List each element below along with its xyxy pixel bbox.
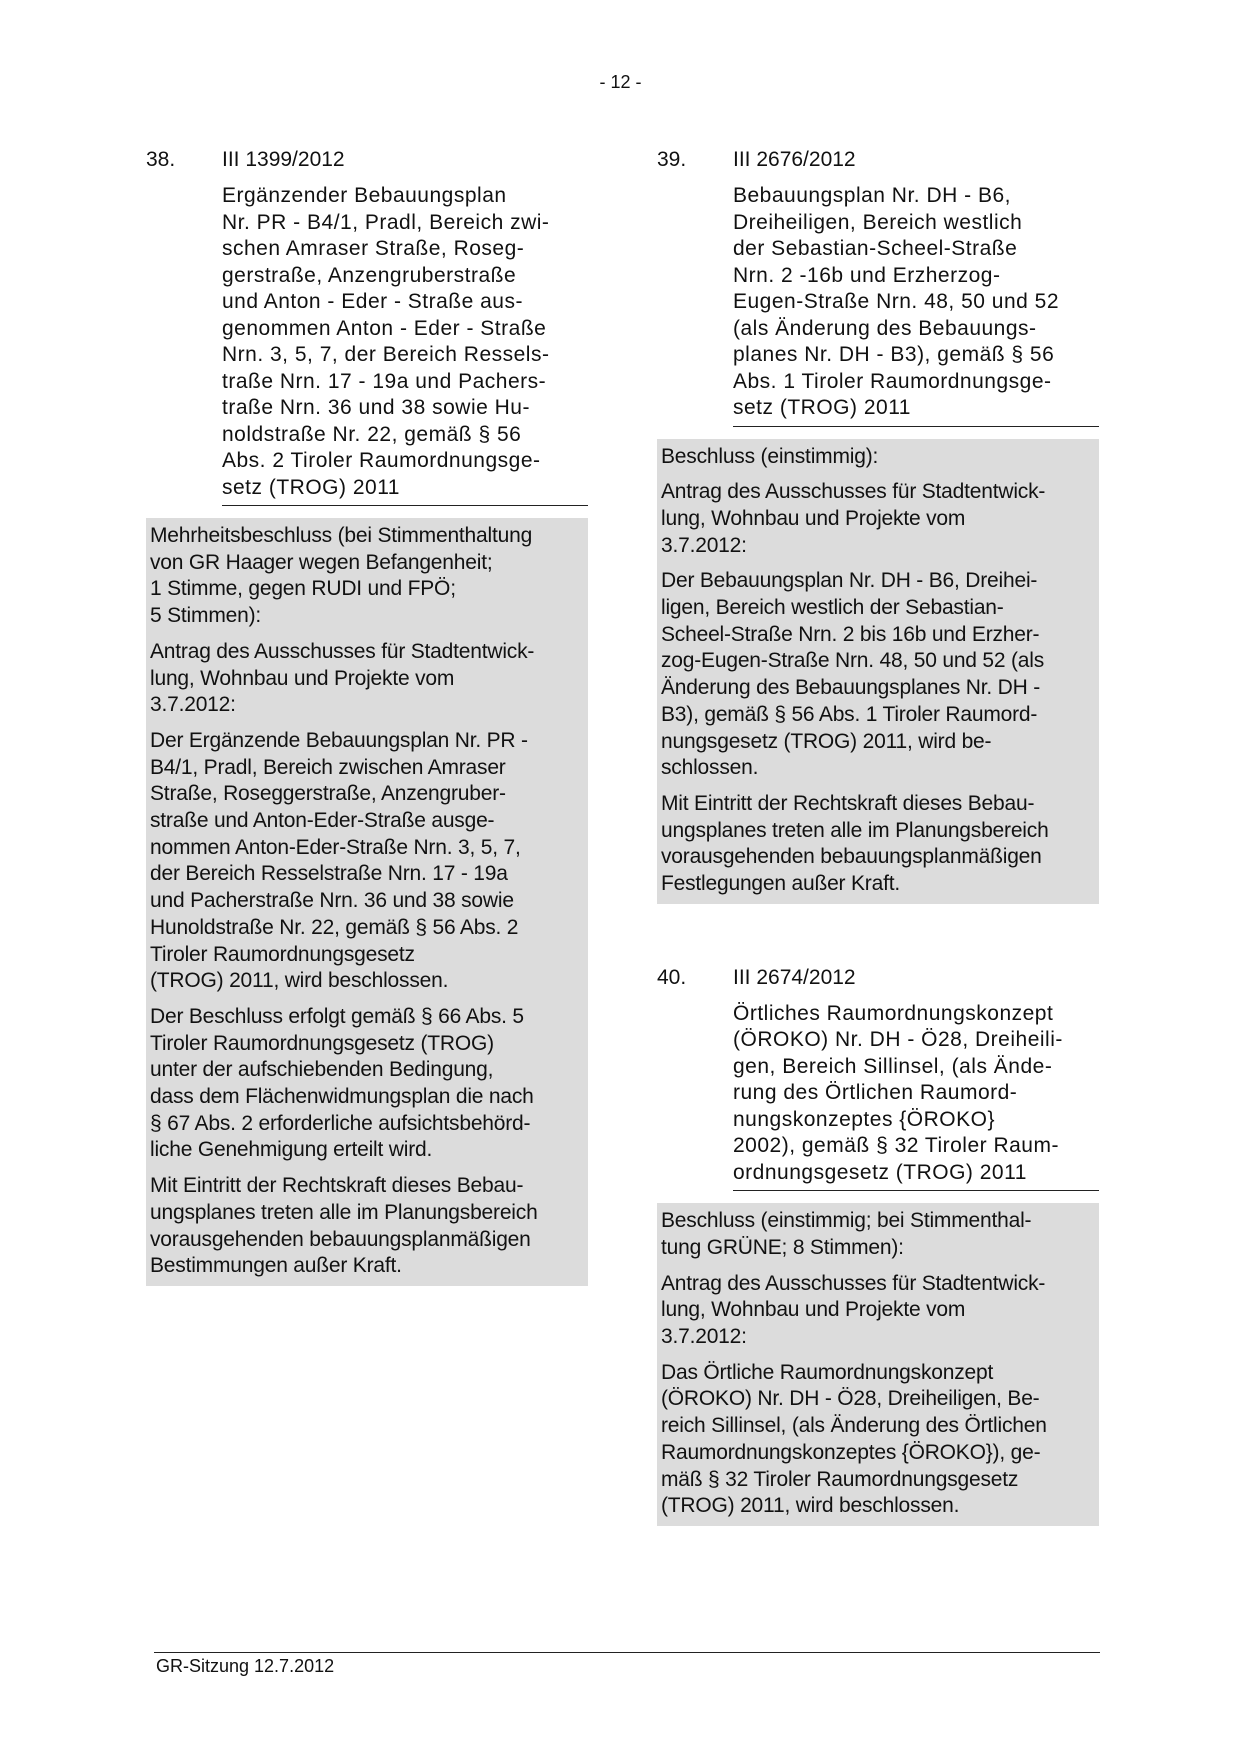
title-line: traße Nrn. 36 und 38 sowie Hu-	[222, 396, 530, 419]
title-line: gerstraße, Anzengruberstraße	[222, 263, 517, 287]
title-line: Örtliches Raumordnungskonzept	[733, 1001, 1054, 1025]
item-number: 39.	[657, 148, 687, 171]
committee-motion: Antrag des Ausschusses für Stadtentwick- lung, Wohnbau und Projekte vom 3.7.2012:	[661, 480, 1046, 557]
title-line: schen Amraser Straße, Roseg-	[222, 237, 525, 260]
item-header	[657, 964, 1099, 991]
title-line: setz (TROG) 2011	[222, 475, 400, 499]
title-line: Dreiheiligen, Bereich westlich	[733, 210, 1023, 234]
page-number: - 12 -	[599, 72, 642, 92]
title-line: der Sebastian-Scheel-Straße	[733, 237, 1018, 260]
left-column	[146, 146, 588, 1286]
resolution-condition: Der Beschluss erfolgt gemäß § 66 Abs. 5 Tiroler Raumordnungsgesetz (TROG) unter der aufschiebenden Bedingung, dass dem Flächenwidmungsplan die nach § 67 Abs. 2 erforderliche aufsichtsbehörd- liche Genehmigung erteilt wird.	[150, 1004, 534, 1162]
resolution-box	[657, 1203, 1099, 1526]
resolution-effect: Mit Eintritt der Rechtskraft dieses Bebau- ungsplanes treten alle im Planungsbereich vorausgehenden bebauungsplanmäßigen Bestimmungen außer Kraft.	[150, 1174, 538, 1278]
vote-result: Mehrheitsbeschluss (bei Stimmenthaltung von GR Haager wegen Befangenheit; 1 Stimme, gegen RUDI und FPÖ; 5 Stimmen):	[150, 524, 533, 628]
resolution-text: Das Örtliche Raumordnungskonzept (ÖROKO) Nr. DH - Ö28, Dreiheiligen, Be- reich Sillinsel, (als Änderung des Örtlichen Raumordnungskonzeptes {ÖROKO}), ge- mäß § 32 Tiroler Raumordnungsgesetz (TROG) 2011, wird beschlossen.	[661, 1360, 1047, 1518]
item-title	[733, 1001, 1099, 1192]
footer-session-date: GR-Sitzung 12.7.2012	[156, 1656, 335, 1676]
footer-divider	[154, 1652, 1100, 1653]
title-line: (als Änderung des Bebauungs-	[733, 316, 1037, 340]
title-line: rung des Örtlichen Raumord-	[733, 1081, 1018, 1105]
title-line: Nrn. 2 -16b und Erzherzog-	[733, 263, 1001, 287]
item-title	[222, 183, 588, 506]
title-line: Abs. 1 Tiroler Raumordnungsge-	[733, 369, 1052, 393]
agenda-item-40	[657, 964, 1099, 1526]
item-number: 40.	[657, 965, 687, 989]
title-line: Eugen-Straße Nrn. 48, 50 und 52	[733, 290, 1060, 313]
right-column	[657, 146, 1099, 1526]
title-line: (ÖROKO) Nr. DH - Ö28, Dreiheili-	[733, 1028, 1063, 1052]
title-line: genommen Anton - Eder - Straße	[222, 316, 547, 340]
title-line: setz (TROG) 2011	[733, 396, 911, 419]
resolution-box	[146, 518, 588, 1286]
agenda-item-38	[146, 146, 588, 1286]
vote-result: Beschluss (einstimmig; bei Stimmenthal- tung GRÜNE; 8 Stimmen):	[661, 1209, 1032, 1259]
title-line: nungskonzeptes {ÖROKO}	[733, 1107, 995, 1131]
item-title	[733, 183, 1099, 427]
title-line: und Anton - Eder - Straße aus-	[222, 290, 523, 313]
item-reference: III 2674/2012	[733, 965, 856, 989]
resolution-text: Der Ergänzende Bebauungsplan Nr. PR - B4/1, Pradl, Bereich zwischen Amraser Straße, Roseggerstraße, Anzengruber- straße und Anton-Eder-Straße ausge- nommen Anton-Eder-Straße Nrn. 3, 5, 7, der Bereich Resselstraße Nrn. 17 - 19a und Pacherstraße Nrn. 36 und 38 sowie Hunoldstraße Nr. 22, gemäß § 56 Abs. 2 Tiroler Raumordnungsgesetz (TROG) 2011, wird beschlossen.	[150, 728, 528, 993]
item-number: 38.	[146, 148, 176, 171]
committee-motion: Antrag des Ausschusses für Stadtentwick- lung, Wohnbau und Projekte vom 3.7.2012:	[661, 1271, 1046, 1349]
resolution-effect: Mit Eintritt der Rechtskraft dieses Bebau- ungsplanes treten alle im Planungsbereich vorausgehenden bebauungsplanmäßigen Festlegungen außer Kraft.	[661, 791, 1049, 896]
title-line: traße Nrn. 17 - 19a und Pachers-	[222, 369, 547, 393]
vote-result: Beschluss (einstimmig):	[661, 444, 879, 468]
title-line: Ergänzender Bebauungsplan	[222, 184, 507, 207]
item-header	[657, 146, 1099, 173]
resolution-box	[657, 439, 1099, 904]
item-header	[146, 146, 588, 173]
title-line: ordnungsgesetz (TROG) 2011	[733, 1160, 1027, 1184]
title-line: planes Nr. DH - B3), gemäß § 56	[733, 343, 1055, 366]
agenda-item-39	[657, 146, 1099, 904]
title-line: Bebauungsplan Nr. DH - B6,	[733, 184, 1011, 207]
resolution-text: Der Bebauungsplan Nr. DH - B6, Dreihei- ligen, Bereich westlich der Sebastian- Scheel-Straße Nrn. 2 bis 16b und Erzher- zog-Eugen-Straße Nrn. 48, 50 und 52 (als Änderung des Bebauungsplanes Nr. DH - B3), gemäß § 56 Abs. 1 Tiroler Raumord- nungsgesetz (TROG) 2011, wird be- schlossen.	[661, 569, 1045, 780]
title-line: Abs. 2 Tiroler Raumordnungsge-	[222, 449, 541, 472]
title-line: Nr. PR - B4/1, Pradl, Bereich zwi-	[222, 210, 550, 234]
committee-motion: Antrag des Ausschusses für Stadtentwick- lung, Wohnbau und Projekte vom 3.7.2012:	[150, 639, 535, 717]
title-line: gen, Bereich Sillinsel, (als Ände-	[733, 1054, 1053, 1078]
item-reference: III 1399/2012	[222, 148, 345, 171]
title-line: noldstraße Nr. 22, gemäß § 56	[222, 422, 522, 446]
title-line: Nrn. 3, 5, 7, der Bereich Ressels-	[222, 343, 550, 366]
item-reference: III 2676/2012	[733, 148, 856, 171]
title-line: 2002), gemäß § 32 Tiroler Raum-	[733, 1134, 1059, 1158]
